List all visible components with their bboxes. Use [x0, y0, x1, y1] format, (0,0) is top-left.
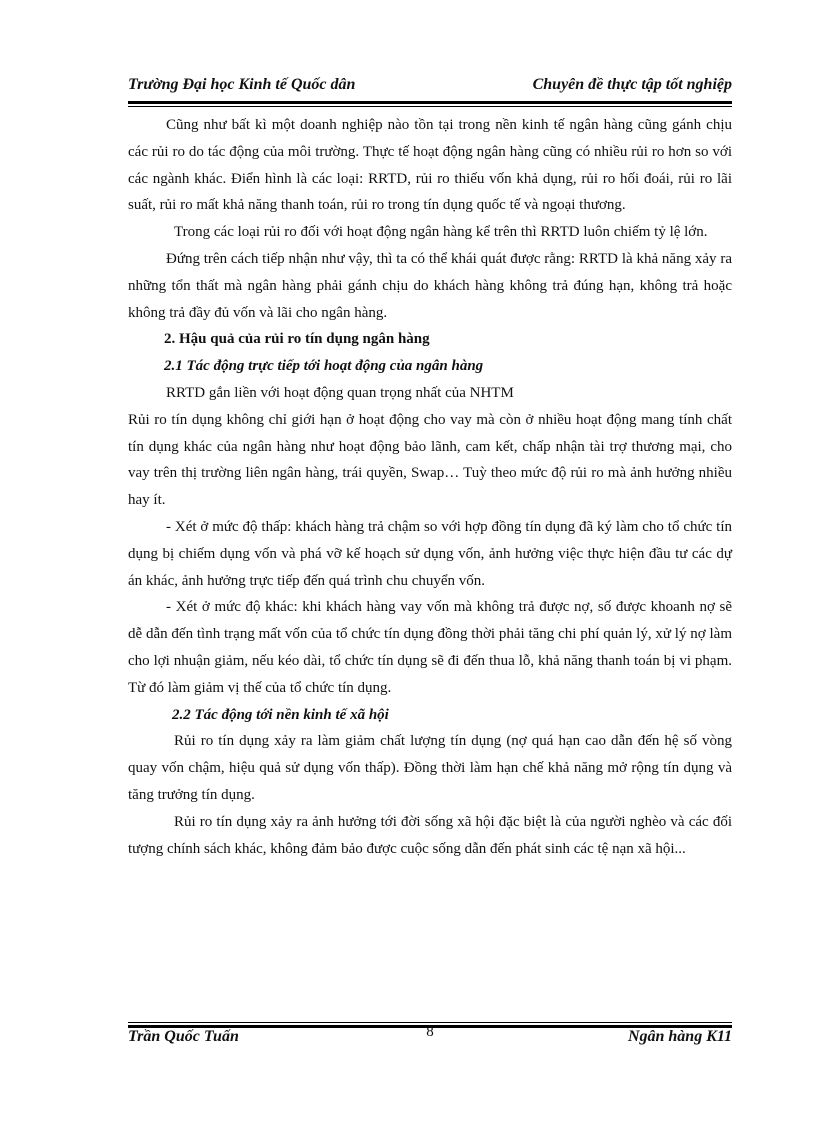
header-university: Trường Đại học Kinh tế Quốc dân: [128, 76, 356, 93]
footer-class: Ngân hàng K11: [627, 1028, 732, 1045]
paragraph-other-level: - Xét ở mức độ khác: khi khách hàng vay vốn mà không trả được nợ, số được khoanh nợ sẽ dễ dẫn đến tình trạng mất vốn của tổ chức tín dụng đồng thời phải tăng chi phí quản lý, xử lý nợ làm cho lợi nhuận giảm, nếu kéo dài, tổ chức tín dụng sẽ đi đến thua lỗ, khả năng thanh toán bị vi phạm. Từ đó làm giảm vị thế của tổ chức tín dụng.: [128, 599, 732, 696]
header-rule-thin: [128, 106, 732, 107]
section-heading-2-1: 2.1 Tác động trực tiếp tới hoạt động của ngân hàng: [164, 358, 484, 375]
page-footer: [128, 1024, 732, 1052]
paragraph-social-impact: Rủi ro tín dụng xảy ra ảnh hưởng tới đời sống xã hội đặc biệt là của người nghèo và các đối tượng chính sách khác, không đảm bảo được cuộc sống dẫn đến phát sinh các tệ nạn xã hội...: [128, 813, 732, 857]
footer-author: Trần Quốc Tuấn: [128, 1028, 239, 1045]
paragraph-low-level: - Xét ở mức độ thấp: khách hàng trả chậm so với hợp đồng tín dụng đã ký làm cho tổ chức tín dụng bị chiếm dụng vốn và phá vỡ kế hoạch sử dụng vốn, ảnh hưởng việc thực hiện đầu tư các dự án khác, ảnh hưởng trực tiếp đến quá trình chu chuyển vốn.: [128, 518, 732, 589]
paragraph-risk-intro: Cũng như bất kì một doanh nghiệp nào tồn tại trong nền kinh tế ngân hàng cũng gánh chịu các rủi ro do tác động của môi trường. Thực tế hoạt động ngân hàng cũng có nhiều rủi ro hơn so với các ngành khác. Điển hình là các loại: RRTD, rủi ro thiếu vốn khả dụng, rủi ro hối đoái, rủi ro lãi suất, rủi ro mất khả năng thanh toán, rủi ro trong tín dụng quốc tế và ngoại thương.: [128, 117, 732, 214]
paragraph-rrtd-share: Trong các loại rủi ro đối với hoạt động ngân hàng kể trên thì RRTD luôn chiếm tỷ lệ lớn.: [174, 224, 708, 241]
footer-rule-thin: [128, 1022, 732, 1023]
page-number: 8: [426, 1024, 434, 1040]
paragraph-credit-risk-scope: Rủi ro tín dụng không chỉ giới hạn ở hoạt động cho vay mà còn ở nhiều hoạt động mang tính chất tín dụng khác của ngân hàng như hoạt động bảo lãnh, cam kết, chấp nhận tài trợ thương mại, cho vay trên thị trường liên ngân hàng, trái quyền, Swap… Tuỳ theo mức độ rủi ro mà ảnh hưởng nhiều hay ít.: [128, 411, 732, 509]
page-header: [128, 74, 732, 100]
header-report-title: Chuyên đề thực tập tốt nghiệp: [532, 76, 732, 93]
section-heading-2-2: 2.2 Tác động tới nền kinh tế xã hội: [172, 706, 389, 723]
paragraph-credit-quality: Rủi ro tín dụng xảy ra làm giảm chất lượng tín dụng (nợ quá hạn cao dẫn đến hệ số vòng quay vốn chậm, hiệu quả sử dụng vốn thấp). Đồng thời làm hạn chế khả năng mở rộng tín dụng và tăng trưởng tín dụng.: [128, 733, 732, 803]
header-rule-thick: [128, 101, 732, 104]
paragraph-rrtd-nhtm: RRTD gắn liền với hoạt động quan trọng nhất của NHTM: [166, 384, 514, 401]
page-body: [128, 112, 732, 862]
section-heading-2: 2. Hậu quả của rủi ro tín dụng ngân hàng: [164, 331, 430, 348]
paragraph-rrtd-definition: Đứng trên cách tiếp nhận như vậy, thì ta có thể khái quát được rằng: RRTD là khả năng xảy ra những tổn thất mà ngân hàng phải gánh chịu do khách hàng không trả đúng hạn, không trả hoặc không trả đầy đủ vốn và lãi cho ngân hàng.: [128, 250, 732, 321]
